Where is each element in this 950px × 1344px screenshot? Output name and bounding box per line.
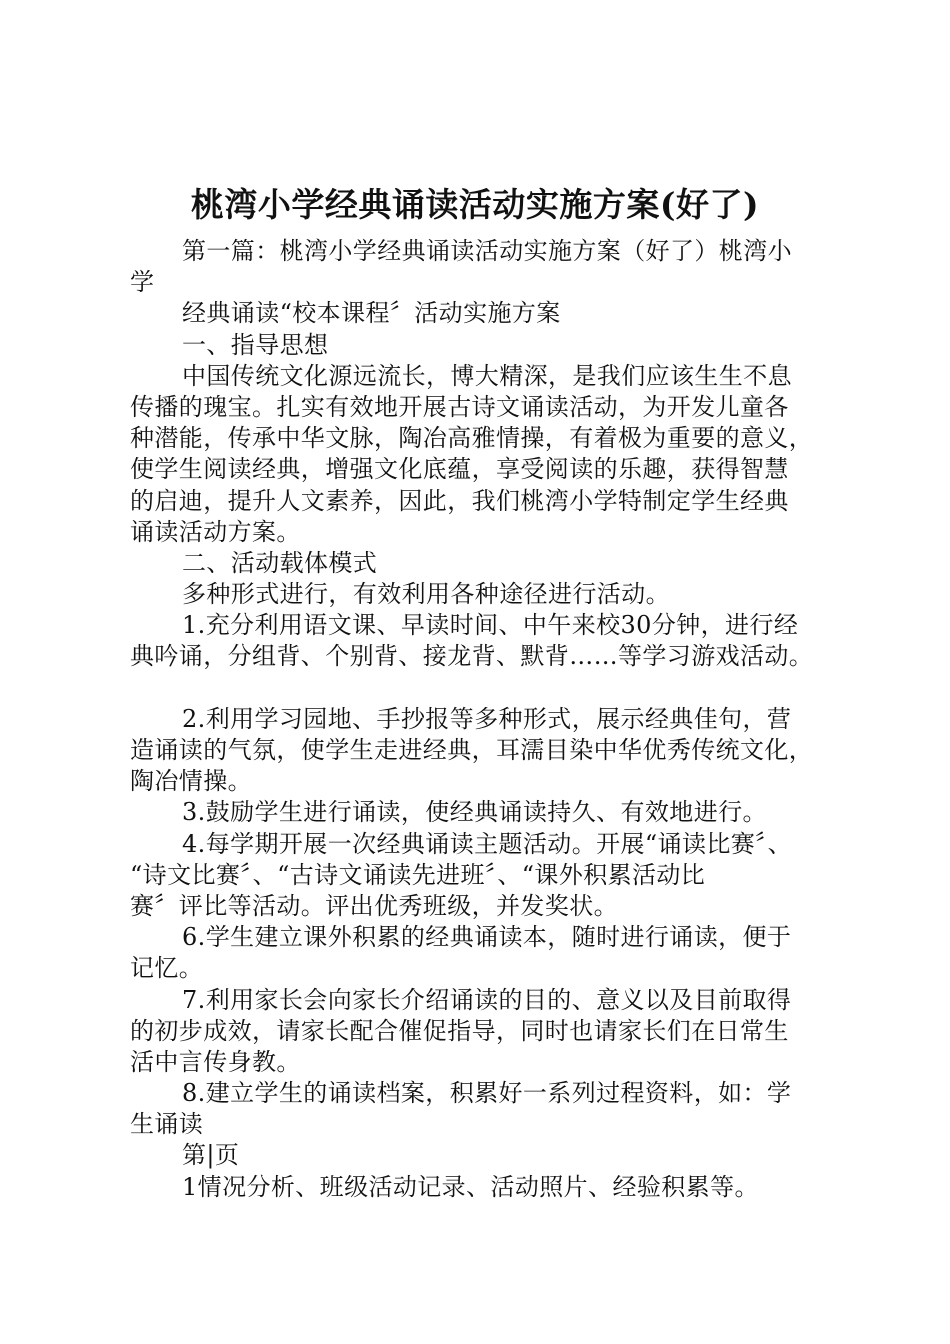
list-item-line: 6.学生建立课外积累的经典诵读本，随时进行诵读，便于: [182, 923, 792, 952]
paragraph-line: 多种形式进行，有效利用各种途径进行活动。: [182, 580, 670, 609]
list-item-line: 生诵读: [130, 1110, 204, 1139]
paragraph-line: 传播的瑰宝。扎实有效地开展古诗文诵读活动，为开发儿童各: [130, 392, 789, 421]
paragraph-line: 学: [130, 268, 155, 297]
section-heading: 二、活动载体模式: [182, 548, 378, 577]
paragraph-line: 1情况分析、班级活动记录、活动照片、经验积累等。: [182, 1172, 759, 1201]
paragraph-line: 中国传统文化源远流长，博大精深，是我们应该生生不息: [182, 361, 792, 390]
list-item-line: 的初步成效，请家长配合催促指导，同时也请家长们在日常生: [130, 1016, 789, 1045]
paragraph-line: 经典诵读“校本课程〞活动实施方案: [182, 299, 561, 328]
list-item-line: 造诵读的气氛，使学生走进经典，耳濡目染中华优秀传统文化，: [130, 736, 814, 764]
list-item-line: 2.利用学习园地、手抄报等多种形式，展示经典佳句，营: [182, 704, 792, 733]
list-item-line: 陶冶情操。: [130, 767, 252, 796]
list-item-line: 典吟诵，分组背、个别背、接龙背、默背……等学习游戏活动。: [130, 642, 814, 671]
document-title: 桃湾小学经典诵读活动实施方案(好了): [190, 185, 760, 224]
list-item-line: 3.鼓励学生进行诵读，使经典诵读持久、有效地进行。: [182, 798, 767, 827]
paragraph-line: 第一篇：桃湾小学经典诵读活动实施方案（好了）桃湾小: [182, 237, 792, 265]
list-item-line: 7.利用家长会向家长介绍诵读的目的、意义以及目前取得: [182, 985, 792, 1014]
paragraph-line: 使学生阅读经典，增强文化底蕴，享受阅读的乐趣，获得智慧: [130, 455, 789, 484]
paragraph-line: 的启迪，提升人文素养，因此，我们桃湾小学特制定学生经典: [130, 486, 789, 515]
blank-line: [130, 673, 830, 704]
list-item-line: 活中言传身教。: [130, 1047, 301, 1076]
paragraph-line: 诵读活动方案。: [130, 517, 301, 546]
list-item-line: 赛〞评比等活动。评出优秀班级，并发奖状。: [130, 891, 618, 920]
document-body: [130, 236, 830, 1203]
list-item-line: “诗文比赛〞、“古诗文诵读先进班〞、“课外积累活动比: [130, 860, 706, 889]
list-item-line: 记忆。: [130, 954, 204, 983]
list-item-line: 8.建立学生的诵读档案，积累好一系列过程资料，如：学: [182, 1079, 792, 1108]
section-heading: 一、指导思想: [182, 330, 329, 359]
paragraph-line: 种潜能，传承中华文脉，陶冶高雅情操，有着极为重要的意义，: [130, 424, 814, 453]
list-item-line: 4.每学期开展一次经典诵读主题活动。开展“诵读比赛〞、: [182, 829, 792, 858]
list-item-line: 1.充分利用语文课、早读时间、中午来校30分钟，进行经: [182, 611, 799, 640]
page-marker: 第|页: [182, 1141, 240, 1170]
